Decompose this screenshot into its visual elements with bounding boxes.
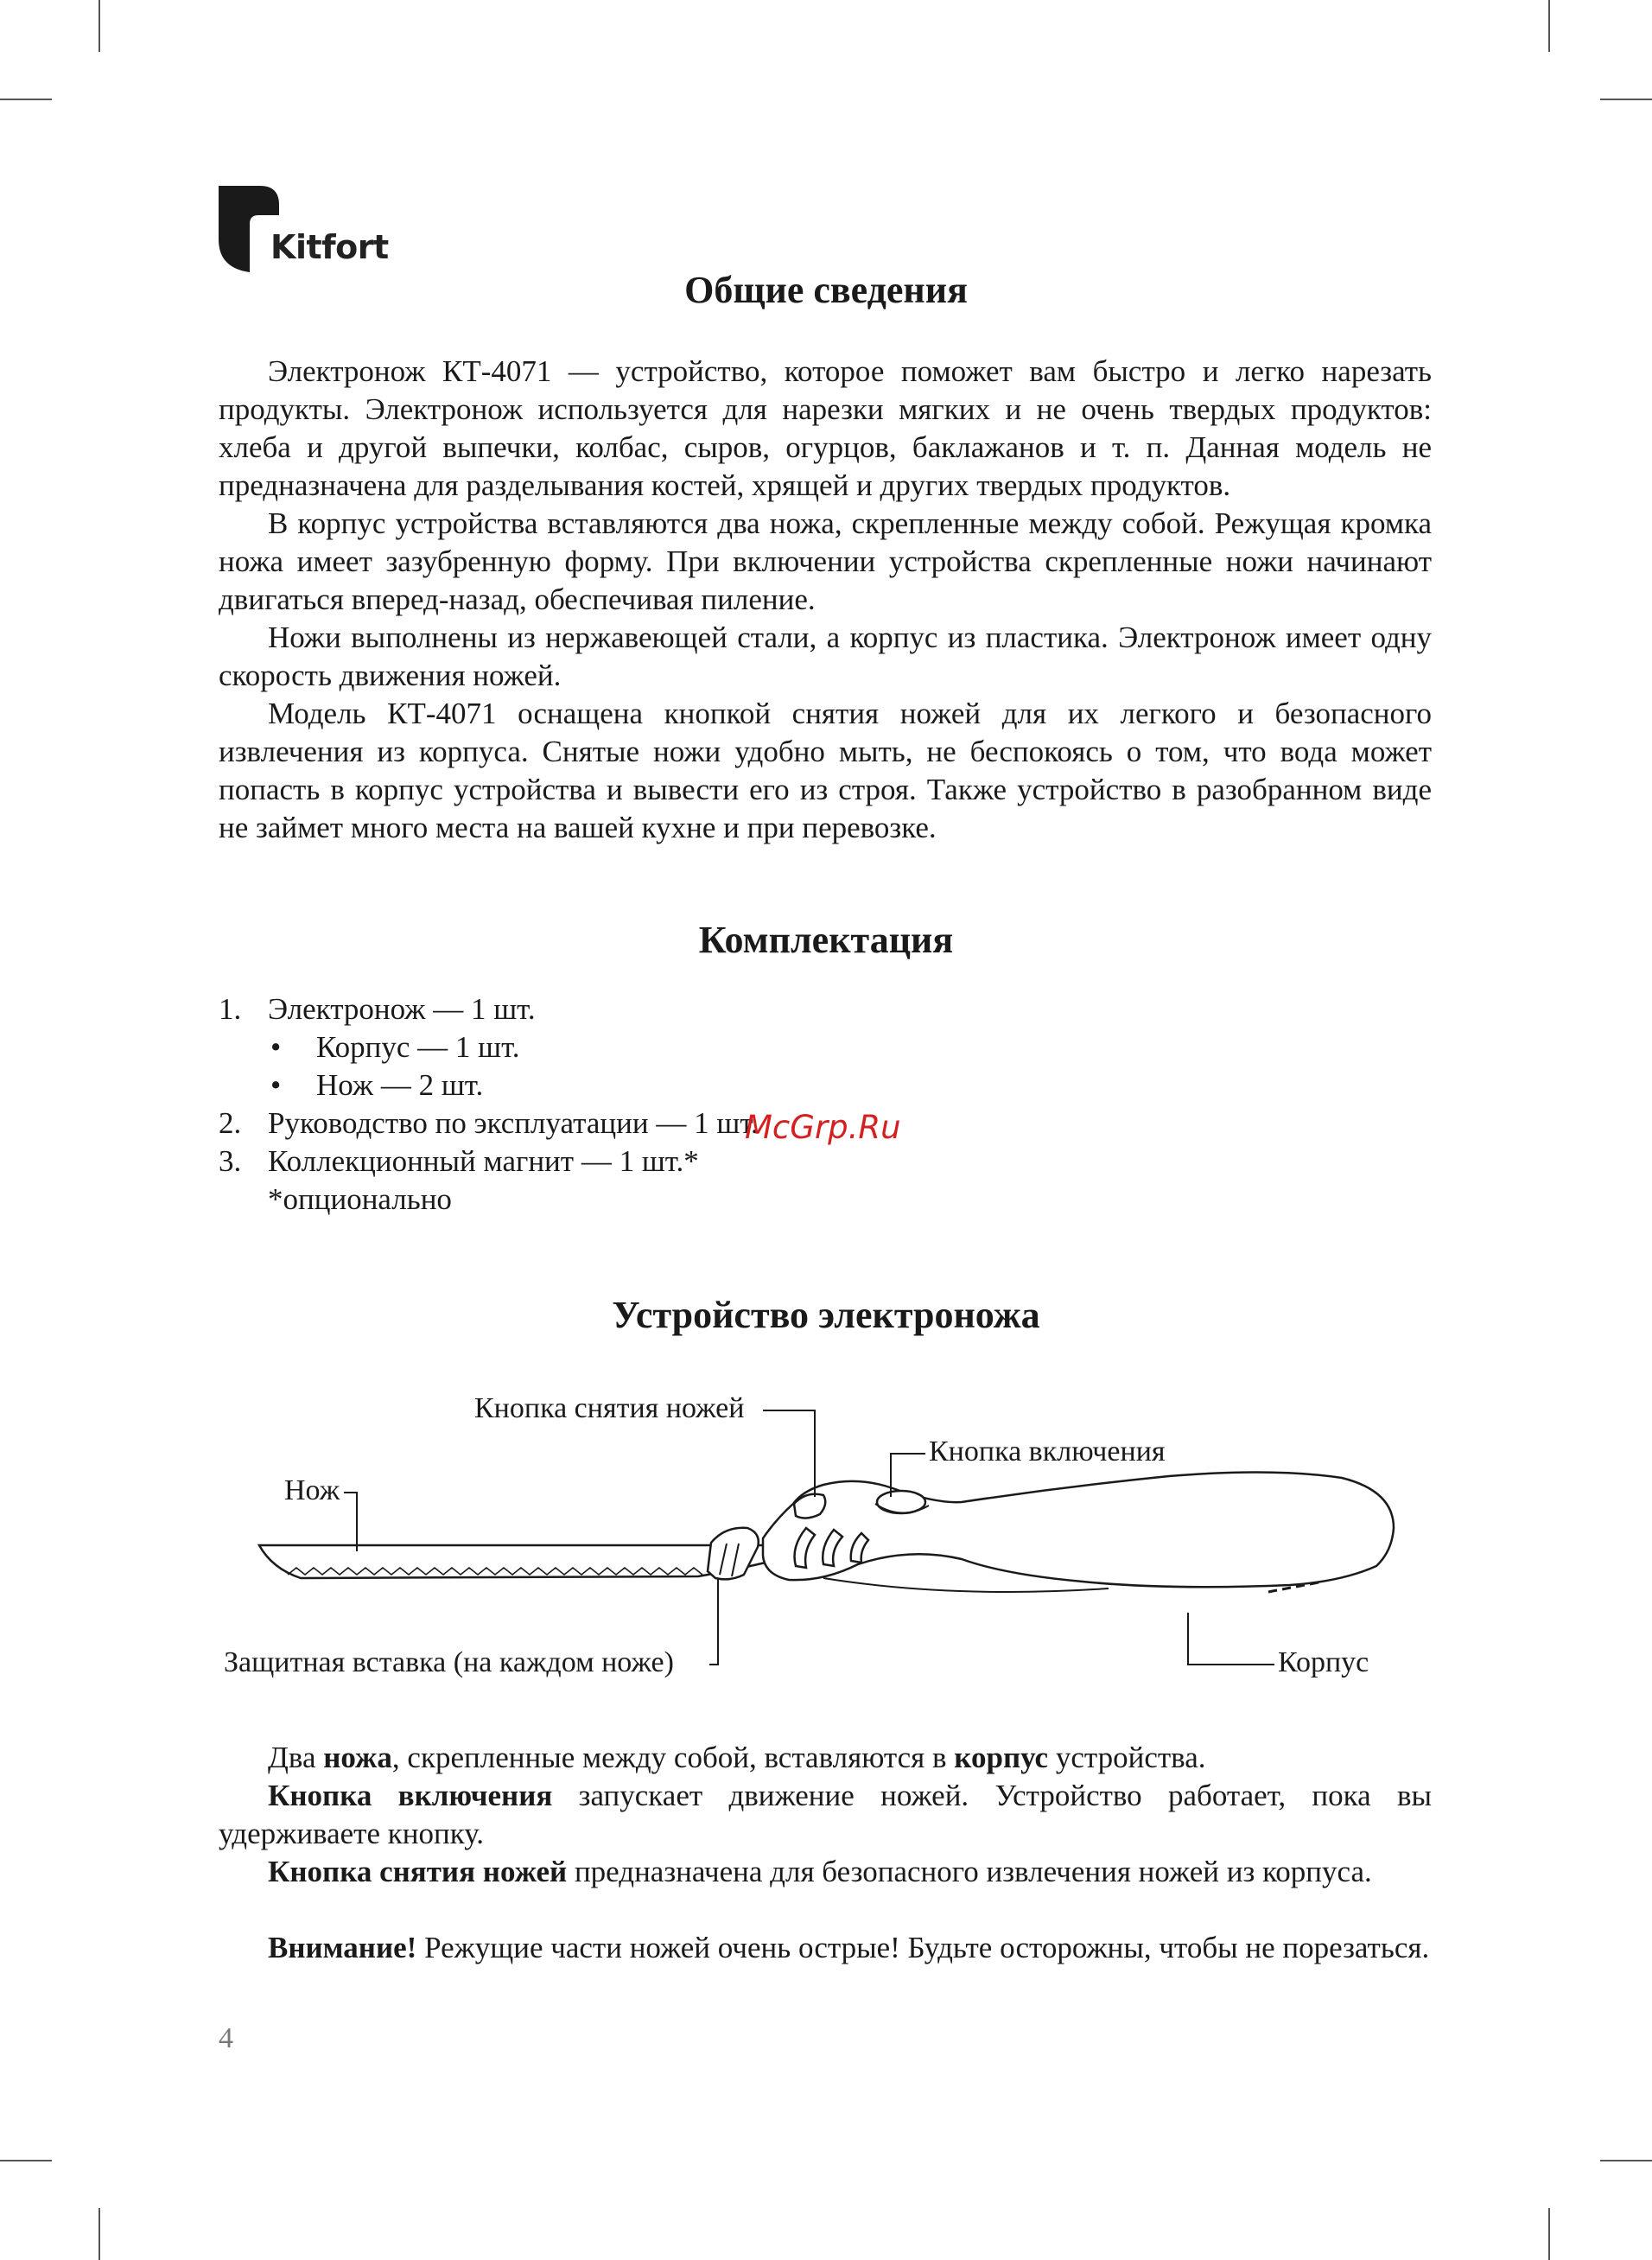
section-title-package: Комплектация (698, 919, 954, 961)
crop-mark (1600, 99, 1652, 100)
crop-mark (0, 2160, 52, 2161)
watermark: McGrp.Ru (745, 1109, 901, 1146)
crop-mark (98, 0, 100, 52)
crop-mark (1548, 2208, 1550, 2260)
list-item-text: Коллекционный магнит — 1 шт.* (268, 1144, 699, 1178)
device-description: Два ножа, скрепленные между собой, вставляются в корпус устройства. (268, 1741, 1206, 1774)
label-power-button: Кнопка включения (929, 1436, 1166, 1467)
general-paragraph: В корпус устройства вставляются два ножа, скрепленные между собой. Режущая кромка ножа имеет зазубренную форму. При включении устройства скрепленные ножи начинают двигаться вперед-назад, обеспечивая пиление. (219, 506, 1432, 616)
bullet: • (270, 1030, 282, 1064)
general-paragraph: Ножи выполнены из нержавеющей стали, а корпус из пластика. Электронож имеет одну скорость движения ножей. (219, 621, 1432, 692)
crop-mark (98, 2208, 100, 2260)
list-number: 3. (219, 1144, 242, 1178)
list-subitem-text: Нож — 2 шт. (316, 1068, 484, 1102)
term-body: корпус (954, 1741, 1049, 1774)
section-title-general: Общие сведения (684, 269, 968, 311)
bullet: • (270, 1068, 282, 1102)
knife-diagram (219, 1374, 1446, 1685)
list-item (219, 1143, 996, 1181)
list-subitem (219, 1028, 996, 1066)
list-item-text: Руководство по эксплуатации — 1 шт. (268, 1106, 759, 1140)
electric-knife-icon (219, 1374, 1446, 1685)
label-release-button: Кнопка снятия ножей (474, 1392, 745, 1424)
device-warning: Внимание! Режущие части ножей очень острые! Будьте осторожны, чтобы не порезаться. (268, 1931, 1430, 1964)
brand-name: Kitfort (270, 228, 389, 266)
device-description: Кнопка включения запускает движение ножей. Устройство работает, пока вы удерживаете кнопку. (219, 1779, 1432, 1850)
crop-mark (1548, 0, 1550, 52)
page-number: 4 (219, 2022, 233, 2054)
label-body: Корпус (1278, 1646, 1369, 1678)
general-paragraph: Электронож КТ-4071 — устройство, которое поможет вам быстро и легко нарезать продукты. Электронож используется для нарезки мягких и не очень твердых продуктов: хлеба и другой выпечки, колбас, сыров, огурцов, баклажанов и т. п. Данная модель не предназначена для разделывания костей, хрящей и других твердых продуктов. (219, 354, 1432, 502)
section-title-device: Устройство электроножа (612, 1294, 1040, 1336)
list-item-text: Электронож — 1 шт. (268, 992, 536, 1026)
term-power-button: Кнопка включения (268, 1779, 553, 1812)
term-release-button: Кнопка снятия ножей (268, 1855, 568, 1888)
crop-mark (0, 99, 52, 100)
crop-mark (1600, 2160, 1652, 2161)
label-knife: Нож (284, 1474, 340, 1506)
general-paragraph: Модель КТ-4071 оснащена кнопкой снятия ножей для их легкого и безопасного извлечения из корпуса. Снятые ножи удобно мыть, не беспокоясь о том, что вода может попасть в корпус устройства и вывести его из строя. Также устройство в разобранном виде не займет много места на вашей кухне и при перевозке. (219, 697, 1432, 844)
list-number: 2. (219, 1106, 242, 1140)
label-guard: Защитная вставка (на каждом ноже) (224, 1646, 674, 1678)
footnote-text: *опционально (268, 1182, 452, 1216)
warning-label: Внимание! (268, 1931, 417, 1964)
list-subitem (219, 1066, 996, 1105)
footnote (219, 1181, 996, 1219)
list-item (219, 990, 996, 1028)
list-number: 1. (219, 992, 242, 1026)
term-knife: ножа (323, 1741, 392, 1774)
list-subitem-text: Корпус — 1 шт. (316, 1030, 520, 1064)
device-description: Кнопка снятия ножей предназначена для безопасного извлечения ножей из корпуса. (268, 1855, 1372, 1888)
package-list (219, 990, 996, 1219)
